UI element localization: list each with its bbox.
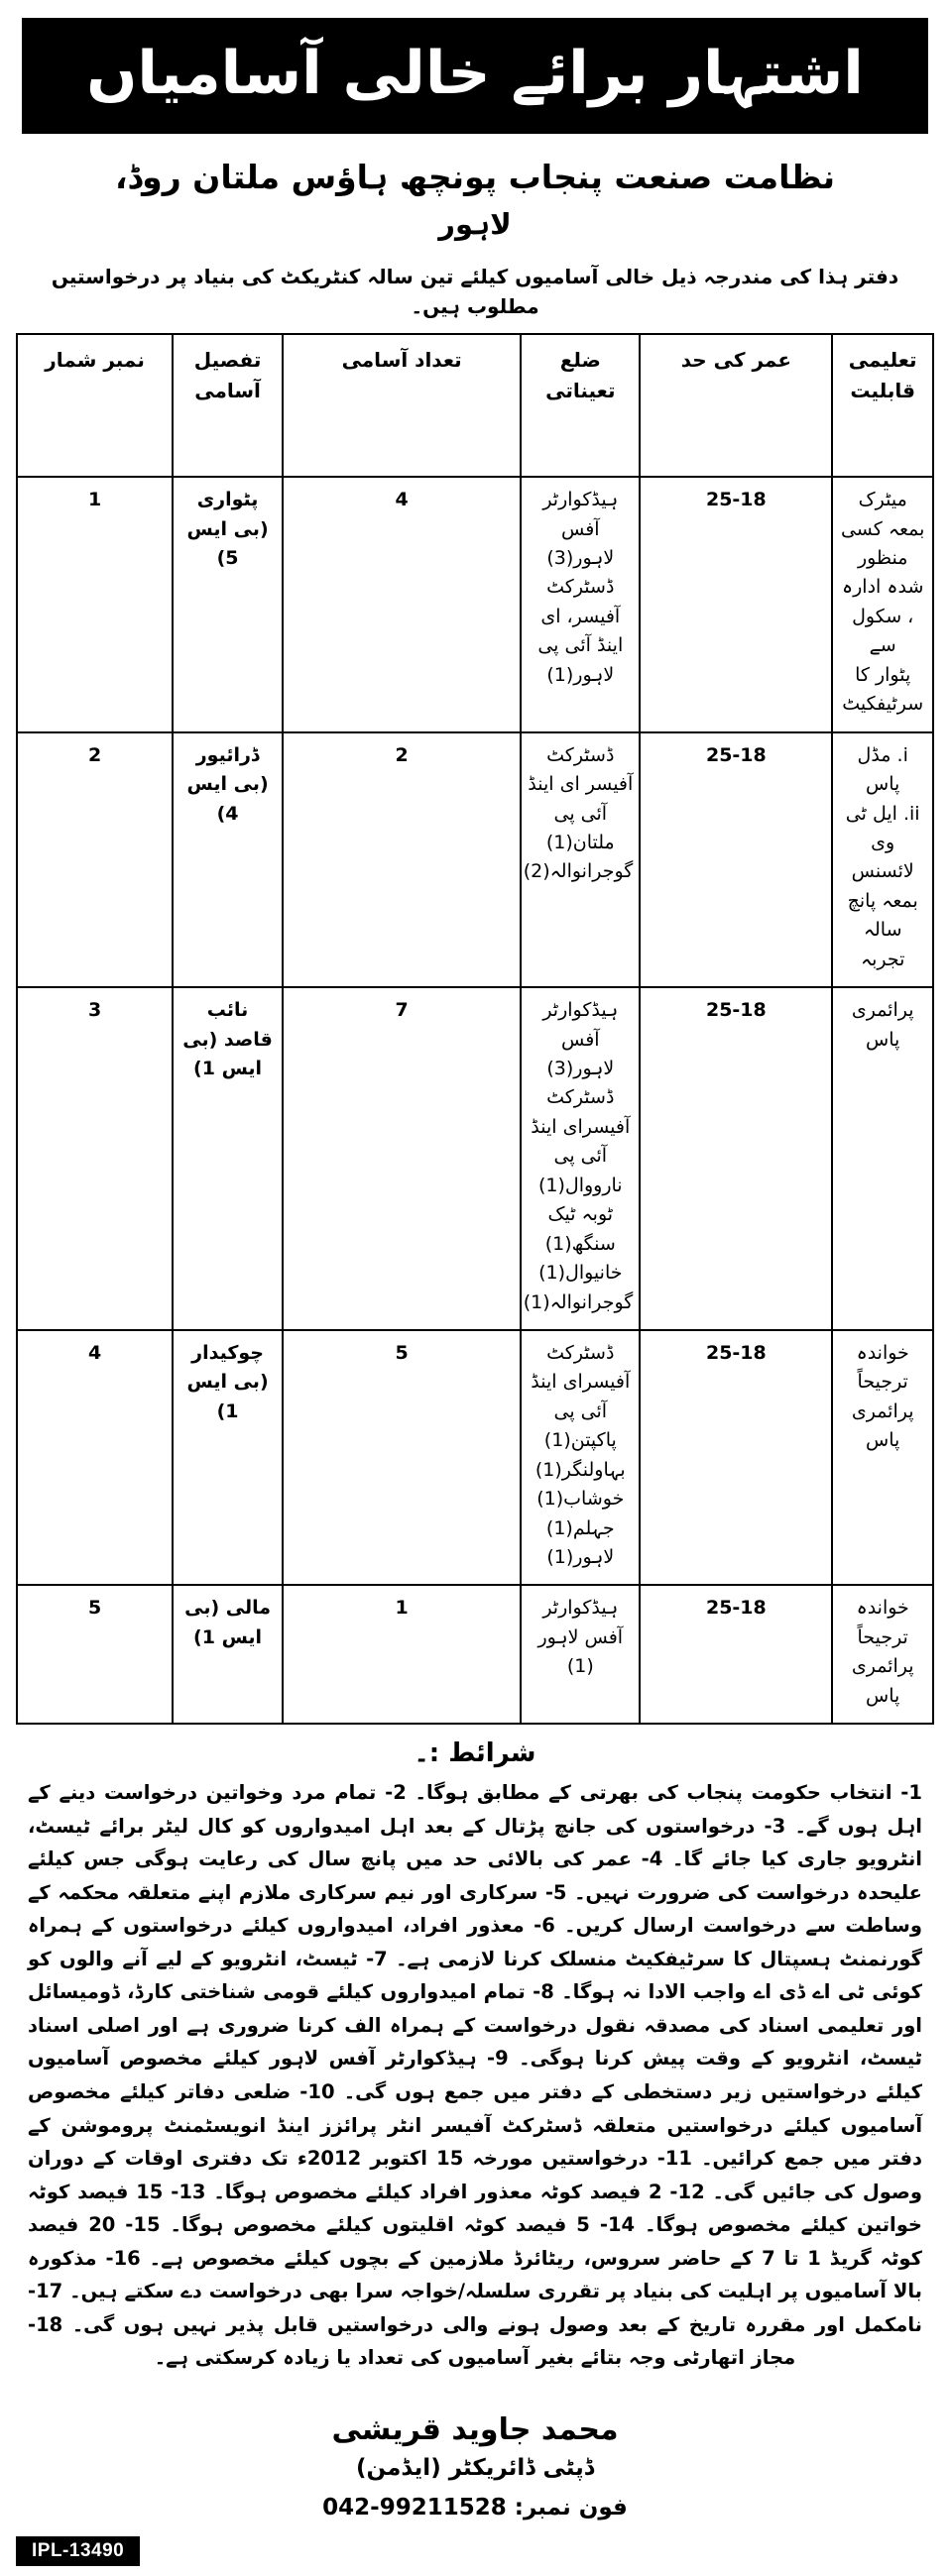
- col-header-place: ضلع تعیناتی: [521, 334, 640, 477]
- place-line: جہلم(1): [545, 1516, 615, 1539]
- qualification-line: خواندہ ترجیحاً: [856, 1597, 909, 1648]
- advertisement-title: اشتہار برائے خالی آسامیاں: [86, 39, 864, 108]
- phone-number: 042-99211528: [322, 2495, 507, 2521]
- table-row: [17, 732, 933, 988]
- cell-place: [521, 732, 640, 988]
- cell-count: 4: [283, 477, 521, 732]
- qualification-line: پٹوار کا سرٹیفکیٹ: [842, 663, 924, 716]
- place-line: گوجرانوالہ(2): [523, 860, 634, 883]
- banner-header: [22, 18, 928, 134]
- place-line: ملتان(1): [545, 831, 615, 853]
- cell-place: [521, 1585, 640, 1724]
- place-line: ڈسٹرکٹ آفیسر، ای اینڈ آئی پی: [537, 576, 624, 657]
- signatory-designation: ڈپٹی ڈائریکٹر (ایڈمن): [355, 2454, 595, 2481]
- table-header-row: [17, 334, 933, 477]
- signatory-name: محمد جاوید قریشی: [331, 2411, 619, 2447]
- conditions-heading: شرائط :۔: [414, 1738, 536, 1769]
- col-header-age: عمر کی حد: [640, 334, 832, 477]
- organization-block: [16, 134, 934, 252]
- place-line: گوجرانوالہ(1): [523, 1290, 634, 1313]
- col-header-count: تعداد آسامی: [283, 334, 521, 477]
- cell-serial: 5: [17, 1585, 173, 1724]
- qualification-line: ii. ایل ٹی وی لائسنس: [845, 802, 920, 883]
- cell-age: 25-18: [640, 732, 832, 988]
- cell-serial: 3: [17, 987, 173, 1330]
- cell-place: [521, 477, 640, 732]
- cell-age: 25-18: [640, 987, 832, 1330]
- conditions-text: 1- انتخاب حکومت پنجاب کی بھرتی کے مطابق ہوگا۔ 2- تمام مرد وخواتین درخواست دینے کے اہل ہوں گے۔ 3- درخواستوں کی جانچ پڑتال کے بعد اہل امیدواروں کو کال لیٹر برائے ٹیسٹ، انٹرویو جاری کیا جائے گا۔ 4- عمر کی بالائی حد میں پانچ سال کی رعایت ہوگی جس کیلئے علیحدہ درخواست کی ضرورت نہیں۔ 5- سرکاری اور نیم سرکاری ملازم اپنے متعلقہ محکمہ کے وساطت سے درخواست ارسال کریں۔ 6- معذور افراد، امیدواروں کیلئے درخواستوں کے ہمراہ گورنمنٹ ہسپتال کا سرٹیفکیٹ منسلک کرنا لازمی ہے۔ 7- ٹیسٹ، انٹرویو کے لیے آنے والوں کو کوئی ٹی اے ڈی اے واجب الادا نہ ہوگا۔ 8- تمام امیدواروں کیلئے قومی شناختی کارڈ، ڈومیسائل اور تعلیمی اسناد کی مصدقہ نقول درخواست کے ہمراہ الف کرنا ضروری ہے اور اصلی اسناد ٹیسٹ، انٹرویو کے وقت پیش کرنا ہوگی۔ 9- ہیڈکوارٹر آفس لاہور کیلئے مخصوص آسامیوں کیلئے درخواستیں زیر دستخطی کے دفتر میں جمع ہوں گی۔ 10- ضلعی دفاتر کیلئے مخصوص آسامیوں کیلئے درخواستیں متعلقہ ڈسٹرکٹ آفیسر انٹر پرائزز اینڈ انویسٹمنٹ پروموشن کے دفتر میں جمع کرائیں۔ 11- درخواستیں مورخہ 15 اکتوبر 2012ء تک دفتری اوقات کے دوران وصول کی جائیں گی۔ 12- 2 فیصد کوٹہ معذور افراد کیلئے مخصوص ہوگا۔ 13- 15 فیصد کوٹہ خواتین کیلئے مخصوص ہوگا۔ 14- 5 فیصد کوٹہ اقلیتوں کیلئے مخصوص ہوگا۔ 15- 20 فیصد کوٹہ گریڈ 1 تا 7 کے حاضر سروس، ریٹائرڈ ملازمین کے بچوں کیلئے مخصوص ہے۔ 16- مذکورہ بالا آسامیوں پر اہلیت کی بنیاد پر تقرری سلسلہ/خواجہ سرا بھی درخواست دے سکتے ہیں۔ 17- نامکمل اور مقررہ تاریخ کے بعد وصول ہونے والی درخواستیں قابل پذیر نہیں ہوں گی۔ 18- مجاز اتھارٹی وجہ بتائے بغیر آسامیوں کی تعداد یا زیادہ کرسکتی ہے۔: [28, 1781, 922, 2370]
- place-line: ڈسٹرکٹ آفیسرای اینڈ آئی پی: [531, 1086, 631, 1168]
- organization-name-line2: لاہور: [438, 206, 512, 241]
- organization-name-line1: نظامت صنعت پنجاب پونچھ ہاؤس ملتان روڈ،: [114, 158, 836, 196]
- qualification-line: بمعہ پانچ سالہ تجربہ: [847, 889, 918, 970]
- cell-qualification: [832, 732, 933, 988]
- phone-label: فون نمبر:: [514, 2495, 628, 2521]
- cell-post: پٹواری (بی ایس 5): [173, 477, 283, 732]
- signature-block: [16, 2385, 934, 2521]
- qualification-line: i. مڈل پاس: [857, 743, 908, 796]
- cell-place: [521, 1330, 640, 1586]
- cell-serial: 2: [17, 732, 173, 988]
- place-line: نارووال(1): [537, 1174, 623, 1196]
- cell-age: 25-18: [640, 477, 832, 732]
- cell-qualification: [832, 477, 933, 732]
- cell-post: نائب قاصد (بی ایس 1): [173, 987, 283, 1330]
- cell-count: 7: [283, 987, 521, 1330]
- cell-count: 2: [283, 732, 521, 988]
- place-line: خوشاب(1): [536, 1488, 625, 1511]
- contact-phone: [16, 2495, 934, 2520]
- reference-bar: [16, 2536, 934, 2566]
- place-line: بہاولنگر(1): [534, 1458, 626, 1481]
- cell-post: چوکیدار (بی ایس 1): [173, 1330, 283, 1586]
- place-line: ہیڈکوارٹر آفس لاہور(3): [542, 489, 619, 570]
- cell-age: 25-18: [640, 1330, 832, 1586]
- col-header-serial: نمبر شمار: [17, 334, 173, 477]
- cell-qualification: [832, 987, 933, 1330]
- table-row: [17, 987, 933, 1330]
- place-line: لاہور(1): [546, 663, 615, 686]
- cell-count: 1: [283, 1585, 521, 1724]
- cell-post: ڈرائیور (بی ایس 4): [173, 732, 283, 988]
- cell-place: [521, 987, 640, 1330]
- place-line: خانیوال(1): [538, 1262, 623, 1285]
- qualification-line: پرائمری پاس: [851, 1400, 914, 1452]
- cell-post: مالی (بی ایس 1): [173, 1585, 283, 1724]
- place-line: پاکپتن(1): [543, 1429, 617, 1452]
- table-row: [17, 477, 933, 732]
- qualification-line: خواندہ ترجیحاً: [856, 1341, 909, 1394]
- reference-code: IPL-13490: [16, 2536, 140, 2566]
- place-line: ڈسٹرکٹ آفیسر ای اینڈ آئی پی: [528, 743, 634, 825]
- cell-qualification: [832, 1585, 933, 1724]
- cell-age: 25-18: [640, 1585, 832, 1724]
- vacancy-table: [16, 333, 934, 1725]
- cell-serial: 4: [17, 1330, 173, 1586]
- place-line: لاہور(1): [546, 1546, 615, 1569]
- place-line: ٹوبہ ٹیک سنگھ(1): [544, 1203, 616, 1255]
- col-header-post: تفصیل آسامی: [173, 334, 283, 477]
- qualification-line: پرائمری پاس: [851, 1655, 914, 1707]
- place-line: ہیڈکوارٹر آفس لاہور(3): [542, 999, 619, 1080]
- place-line: ڈسٹرکٹ آفیسرای اینڈ آئی پی: [531, 1341, 631, 1422]
- col-header-qualification: تعلیمی قابلیت: [832, 334, 933, 477]
- qualification-line: میٹرک بمعہ کسی منظور: [840, 489, 925, 570]
- cell-serial: 1: [17, 477, 173, 732]
- place-line: ہیڈکوارٹر آفس لاہور (1): [537, 1597, 624, 1678]
- qualification-line: پرائمری پاس: [851, 999, 914, 1051]
- table-row: [17, 1585, 933, 1724]
- table-row: [17, 1330, 933, 1586]
- qualification-line: شدہ ادارہ ، سکول سے: [841, 576, 924, 657]
- cell-qualification: [832, 1330, 933, 1586]
- cell-count: 5: [283, 1330, 521, 1586]
- intro-paragraph: دفتر ہذا کی مندرجہ ذیل خالی آسامیوں کیلئے تین سالہ کنٹریکٹ کی بنیاد پر درخواستیں مطلوب ہیں۔: [51, 265, 899, 319]
